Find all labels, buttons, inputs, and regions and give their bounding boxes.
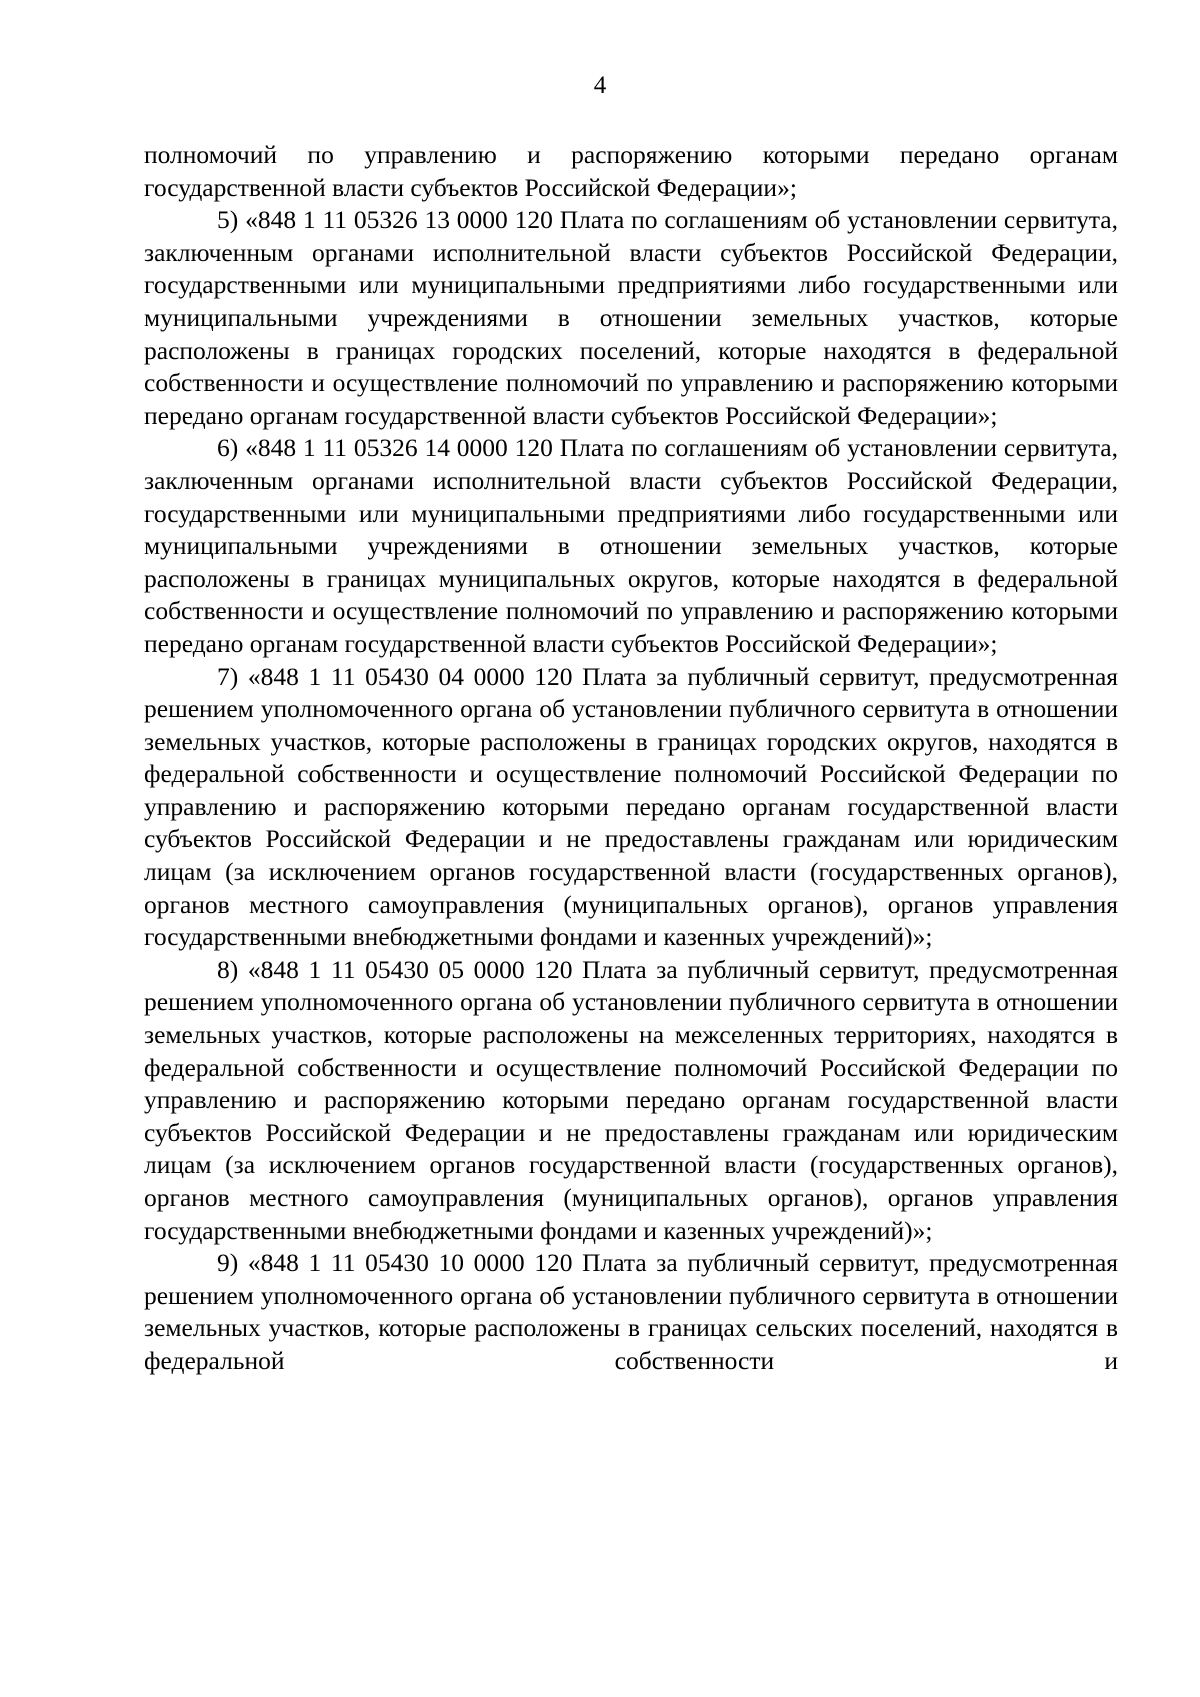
list-item-7: 7) «848 1 11 05430 04 0000 120 Плата за публичный сервитут, предусмотренная решением уполномоченного органа об установлении публичного сервитута в отношении земельных участков, которые расположены в границах городских округов, находятся в федеральной собственности и осуществление полномочий Российской Федерации по управлению и распоряжению которыми передано органам государственной власти субъектов Российской Федерации и не предоставлены гражданам или юридическим лицам (за исключением органов государственной власти (государственных органов), органов местного самоуправления (муниципальных органов), органов управления государственными внебюджетными фондами и казенных учреждений)»; <box>144 661 1118 952</box>
list-item-9: 9) «848 1 11 05430 10 0000 120 Плата за публичный сервитут, предусмотренная решением уполномоченного органа об установлении публичного сервитута в отношении земельных участков, которые расположены в границах сельских поселений, находятся в федеральной собственности и <box>144 1248 1118 1375</box>
list-item-5: 5) «848 1 11 05326 13 0000 120 Плата по соглашениям об установлении сервитута, заключенным органами исполнительной власти субъектов Российской Федерации, государственными или муниципальными предприятиями либо государственными или муниципальными учреждениями в отношении земельных участков, которые расположены в границах городских поселений, которые находятся в федеральной собственности и осуществление полномочий по управлению и распоряжению которыми передано органам государственной власти субъектов Российской Федерации»; <box>144 205 1118 430</box>
document-body <box>144 139 1118 1378</box>
paragraph-continuation: полномочий по управлению и распоряжению которыми передано органам государственной власти субъектов Российской Федерации»; <box>144 140 1118 202</box>
list-item-8: 8) «848 1 11 05430 05 0000 120 Плата за публичный сервитут, предусмотренная решением уполномоченного органа об установлении публичного сервитута в отношении земельных участков, которые расположены на межселенных территориях, находятся в федеральной собственности и осуществление полномочий Российской Федерации по управлению и распоряжению которыми передано органам государственной власти субъектов Российской Федерации и не предоставлены гражданам или юридическим лицам (за исключением органов государственной власти (государственных органов), органов местного самоуправления (муниципальных органов), органов управления государственными внебюджетными фондами и казенных учреждений)»; <box>144 954 1118 1245</box>
list-item-6: 6) «848 1 11 05326 14 0000 120 Плата по соглашениям об установлении сервитута, заключенным органами исполнительной власти субъектов Российской Федерации, государственными или муниципальными предприятиями либо государственными или муниципальными учреждениями в отношении земельных участков, которые расположены в границах муниципальных округов, которые находятся в федеральной собственности и осуществление полномочий по управлению и распоряжению которыми передано органам государственной власти субъектов Российской Федерации»; <box>144 433 1118 658</box>
page-number: 4 <box>593 72 607 99</box>
